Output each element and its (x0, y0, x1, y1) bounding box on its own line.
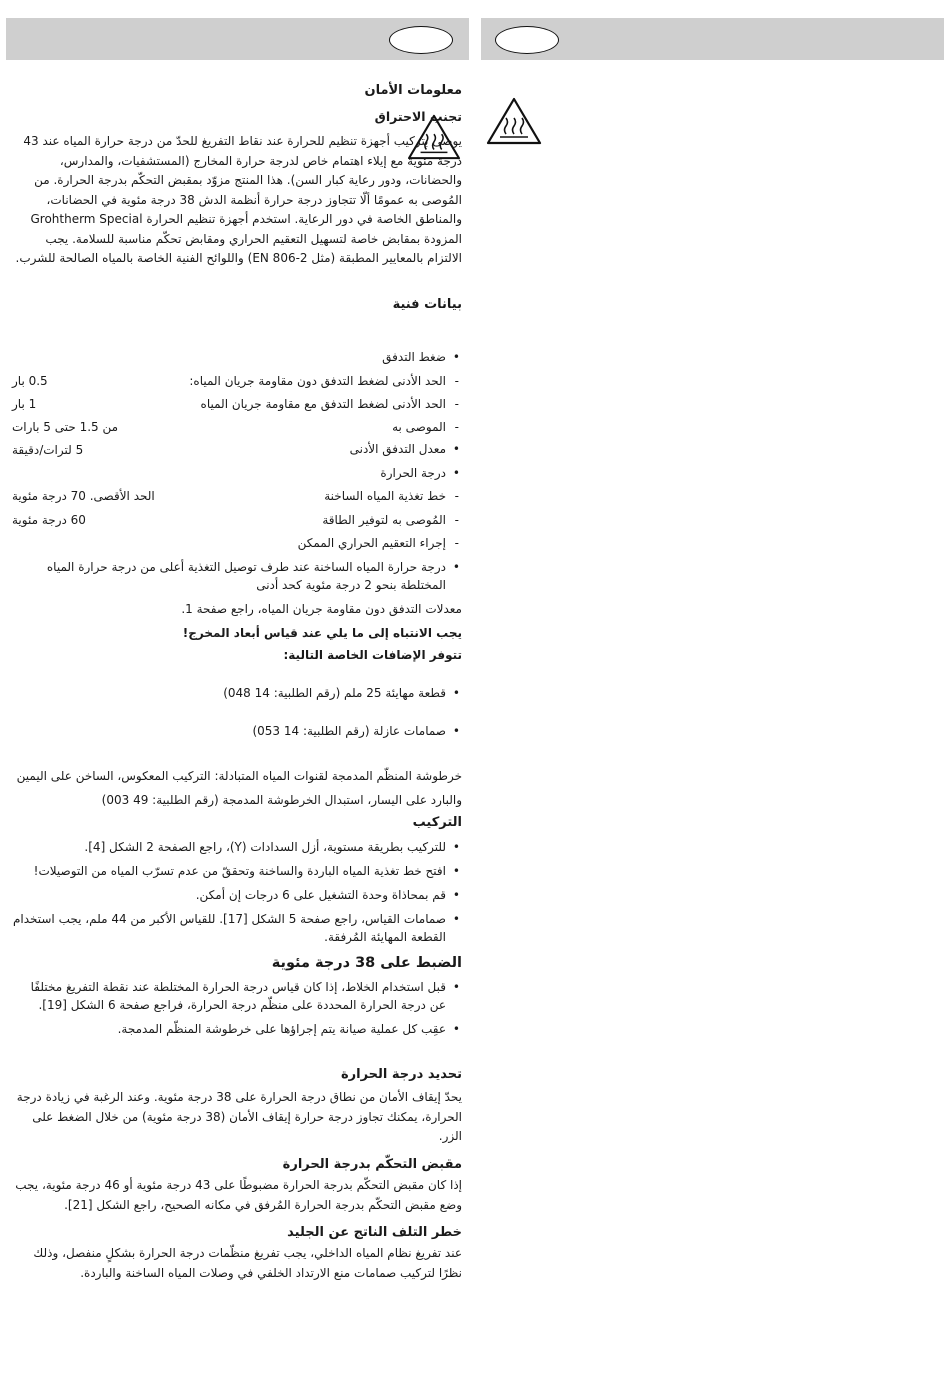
hot-min-temp-item: • درجة حرارة المياه الساخنة عند طرف توصيل التغذية أعلى من درجة حرارة المياه المختلطة بنحو 2 درجة مئوية كحد أدنى (12, 558, 462, 594)
hot-supply-value: الحد الأقصى. 70 درجة مئوية (12, 489, 155, 503)
min-flow-row (12, 440, 462, 460)
min-no-resist-value: 0.5 بار (12, 374, 48, 388)
language-tab-icon (389, 26, 453, 54)
adjust-step: • قبل استخدام الخلاط، إذا كان قياس درجة الحرارة المختلطة عند نقطة التفريغ مختلفًا عن درجة الحرارة المحددة على منظّم درجة الحرارة، فراجع صفحة 6 الشكل [19]. (12, 978, 462, 1014)
tech-title: بيانات فنية (392, 297, 462, 312)
install-step: • افتح خط تغذية المياه الباردة والساخنة وتحققّ من عدم تسرّب المياه من التوصيلات! (12, 862, 462, 880)
outlet-note: يجب الانتباه إلى ما يلي عند قياس أبعاد المخرج! (182, 626, 462, 640)
burn-title: تجنب الاحتراق (374, 109, 462, 124)
hot-supply-row (12, 486, 462, 506)
adjust-title: الضبط على 38 درجة مئوية (271, 955, 462, 971)
flow-pressure-item: • ضغط التدفق (12, 348, 462, 366)
limit-title: تحديد درجة الحرارة (340, 1067, 462, 1082)
min-resist-row (12, 394, 462, 414)
energy-value: 60 درجة مئوية (12, 513, 86, 527)
recommended-row (12, 417, 462, 437)
handle-title: مقبض التحكّم بدرجة الحرارة (282, 1157, 462, 1172)
install-step: • صمامات القياس، راجع صفحة 5 الشكل [17]. للقياس الأكبر من 44 ملم، يجب استخدام القطعة المهايئة المُرفقة. (12, 910, 462, 946)
min-no-resist-row (12, 371, 462, 391)
hot-surface-warning-icon (486, 96, 542, 146)
min-flow-value: 5 لترات/دقيقة (12, 443, 84, 457)
frost-text: عند تفريغ نظام المياه الداخلي، يجب تفريغ منظّمات درجة الحرارة بشكلٍ منفصل، وذلك نظرًا لتركيب صمامات منع الارتداد الخلفي في وصلات المياه الساخنة والباردة. (33, 1246, 462, 1280)
accessories-title: تتوفر الإضافات الخاصة التالية: (283, 648, 462, 662)
thermal-item: - إجراء التعقيم الحراري الممكن (12, 533, 462, 553)
min-resist-value: 1 بار (12, 397, 37, 411)
burn-text: يوصى بتركيب أجهزة تنظيم للحرارة عند نقاط التفريغ للحدّ من درجة حرارة المياه عند 43 درجة مئوية مع إيلاء اهتمام خاص لدرجة حرارة المخارج (المستشفيات، والمدارس، والحضانات، ودور رعاية كبار السن). هذا المنتج مزوّد بمقبض التحكّم بدرجة الحرارة. من المُوصى به عمومًا ألّا تتجاوز درجة حرارة أنظمة الدش 38 درجة مئوية في الحضانات، والمناطق الخاصة في دور الرعاية. استخدم أجهزة تنظيم الحرارة Grohtherm Special المزودة بمقابض خاصة لتسهيل التعقيم الحراري ومقابض تحكّم مناسبة للسلامة. يجب الالتزام بالمعايير المطبقة (مثل EN 806-2) واللوائح الفنية الخاصة بالمياه الصالحة للشرب. (15, 134, 462, 265)
cartridge-note: خرطوشة المنظّم المدمجة لقنوات المياه المتبادلة: التركيب المعكوس، الساخن على اليمين والبارد على اليسار، استبدال الخرطوشة المدمجة (رقم الطلبية: 49 003) (16, 769, 462, 807)
flow-rates-note: معدلات التدفق دون مقاومة جريان المياه، راجع صفحة 1. (181, 602, 462, 616)
temperature-item: • درجة الحرارة (12, 464, 462, 482)
install-title: التركيب (412, 815, 462, 830)
hot-supply-label: - خط تغذية المياه الساخنة (324, 486, 462, 506)
safety-title: معلومات الأمان (364, 83, 462, 98)
header-bar-right (481, 18, 944, 60)
install-step: • للتركيب بطريقة مستوية، أزل السدادات (Y)، راجع الصفحة 2 الشكل [4]. (12, 838, 462, 856)
handle-text: إذا كان مقبض التحكّم بدرجة الحرارة مضبوطًا على 43 درجة مئوية أو 46 درجة مئوية، يجب وضع مقبض التحكّم بدرجة الحرارة المُرفق في مكانه الصحيح، راجع الشكل [21]. (15, 1178, 462, 1212)
header-bar-left (6, 18, 469, 60)
recommended-label: - الموصى به (392, 417, 462, 437)
accessory-item: • صمامات عازلة (رقم الطلبية: 14 053) (12, 722, 462, 740)
energy-label: - المُوصى به لتوفير الطاقة (322, 510, 462, 530)
adjust-step: • عقِب كل عملية صيانة يتم إجراؤها على خرطوشة المنظّم المدمجة. (12, 1020, 462, 1038)
frost-title: خطر التلف الناتج عن الجليد (287, 1225, 462, 1240)
language-tab-icon (495, 26, 559, 54)
accessory-item: • قطعة مهايئة 25 ملم (رقم الطلبية: 14 048) (12, 684, 462, 702)
recommended-value: من 1.5 حتى 5 بارات (12, 420, 119, 434)
energy-row (12, 510, 462, 530)
limit-text: يحدّ إيقاف الأمان من نطاق درجة الحرارة على 38 درجة مئوية. وعند الرغبة في زيادة درجة الحرارة، يمكنك تجاوز درجة حرارة إيقاف الأمان (38 درجة مئوية) من خلال الضغط على الزر. (16, 1090, 462, 1143)
install-step: • قم بمحاذاة وحدة التشغيل على 6 درجات إن أمكن. (12, 886, 462, 904)
min-flow-label: • معدل التدفق الأدنى (350, 440, 462, 458)
min-resist-label: - الحد الأدنى لضغط التدفق مع مقاومة جريان المياه (201, 394, 462, 414)
min-no-resist-label: - الحد الأدنى لضغط التدفق دون مقاومة جريان المياه: (189, 371, 462, 391)
